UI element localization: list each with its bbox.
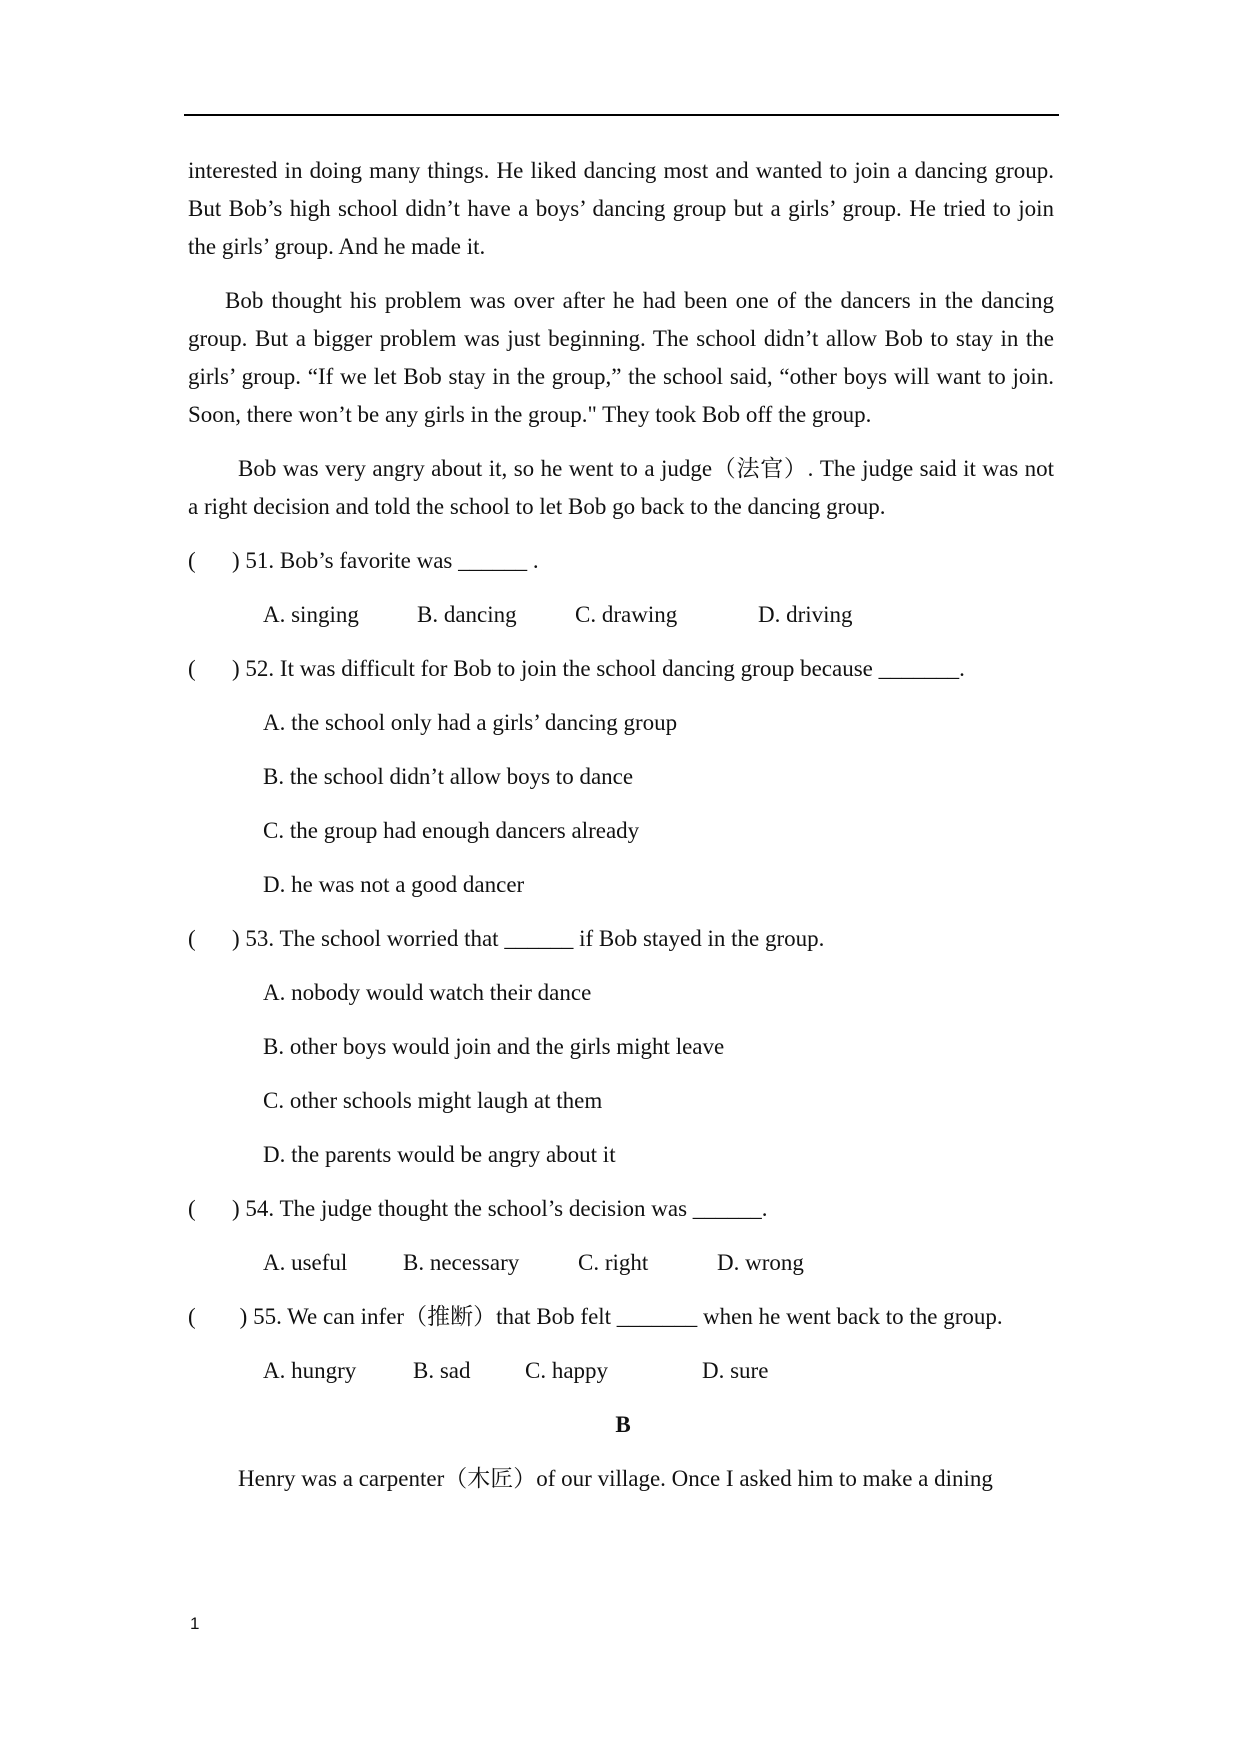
option-c: C. other schools might laugh at them [263, 1088, 603, 1113]
passage-paragraph-3: Bob was very angry about it, so he went to a judge（法官）. The judge said it was not a right decision and told the school to let Bob go back to the dancing group. [188, 456, 1054, 519]
question-55 [188, 1298, 1054, 1336]
option-d: D. wrong [717, 1250, 804, 1275]
option-b: B. dancing [417, 602, 517, 627]
option-c: C. right [578, 1250, 649, 1275]
option-b: B. sad [413, 1358, 471, 1383]
option-a: A. nobody would watch their dance [263, 980, 592, 1005]
page-content [188, 152, 1054, 1498]
section-b-first-line: Henry was a carpenter（木匠）of our village. Once I asked him to make a dining [238, 1466, 993, 1491]
section-b-title: B [615, 1412, 631, 1437]
question-51-options [188, 596, 1054, 634]
option-d: D. driving [758, 602, 853, 627]
option-b: B. the school didn’t allow boys to dance [263, 764, 634, 789]
question-text: ) 53. The school worried that ______ if Bob stayed in the group. [232, 926, 825, 951]
option-b: B. other boys would join and the girls might leave [263, 1034, 725, 1059]
option-a: A. the school only had a girls’ dancing group [263, 710, 678, 735]
option-d: D. the parents would be angry about it [263, 1142, 616, 1167]
answer-bracket: ( [188, 656, 196, 681]
question-text: ) 55. We can infer（推断）that Bob felt _______ when he went back to the group. [239, 1304, 1003, 1329]
question-52 [188, 650, 1054, 688]
question-54 [188, 1190, 1054, 1228]
option-c: C. drawing [575, 602, 678, 627]
question-55-options [188, 1352, 1054, 1390]
option-d: D. sure [702, 1358, 769, 1383]
passage-paragraph-2: Bob thought his problem was over after he had been one of the dancers in the dancing group. But a bigger problem was just beginning. The school didn’t allow Bob to stay in the girls’ group. “If we let Bob stay in the group,” the school said, “other boys will want to join. Soon, there won’t be any girls in the group." They took Bob off the group. [188, 288, 1054, 427]
option-c: C. the group had enough dancers already [263, 818, 640, 843]
answer-bracket: ( [188, 926, 196, 951]
answer-bracket: ( [188, 1196, 196, 1221]
question-51 [188, 542, 1054, 580]
option-d: D. he was not a good dancer [263, 872, 525, 897]
question-text: ) 51. Bob’s favorite was ______ . [232, 548, 539, 573]
option-a: A. hungry [263, 1358, 357, 1383]
answer-bracket: ( [188, 548, 196, 573]
header-rule [184, 114, 1059, 116]
question-53 [188, 920, 1054, 958]
page-number: 1 [190, 1614, 200, 1633]
passage-paragraph-1: interested in doing many things. He liked dancing most and wanted to join a dancing group. But Bob’s high school didn’t have a boys’ dancing group but a girls’ group. He tried to join the girls’ group. And he made it. [188, 158, 1054, 259]
option-c: C. happy [525, 1358, 609, 1383]
option-a: A. singing [263, 602, 359, 627]
question-54-options [188, 1244, 1054, 1282]
answer-bracket: ( [188, 1304, 196, 1329]
option-b: B. necessary [403, 1250, 520, 1275]
question-text: ) 54. The judge thought the school’s decision was ______. [232, 1196, 768, 1221]
option-a: A. useful [263, 1250, 348, 1275]
question-text: ) 52. It was difficult for Bob to join the school dancing group because _______. [232, 656, 965, 681]
